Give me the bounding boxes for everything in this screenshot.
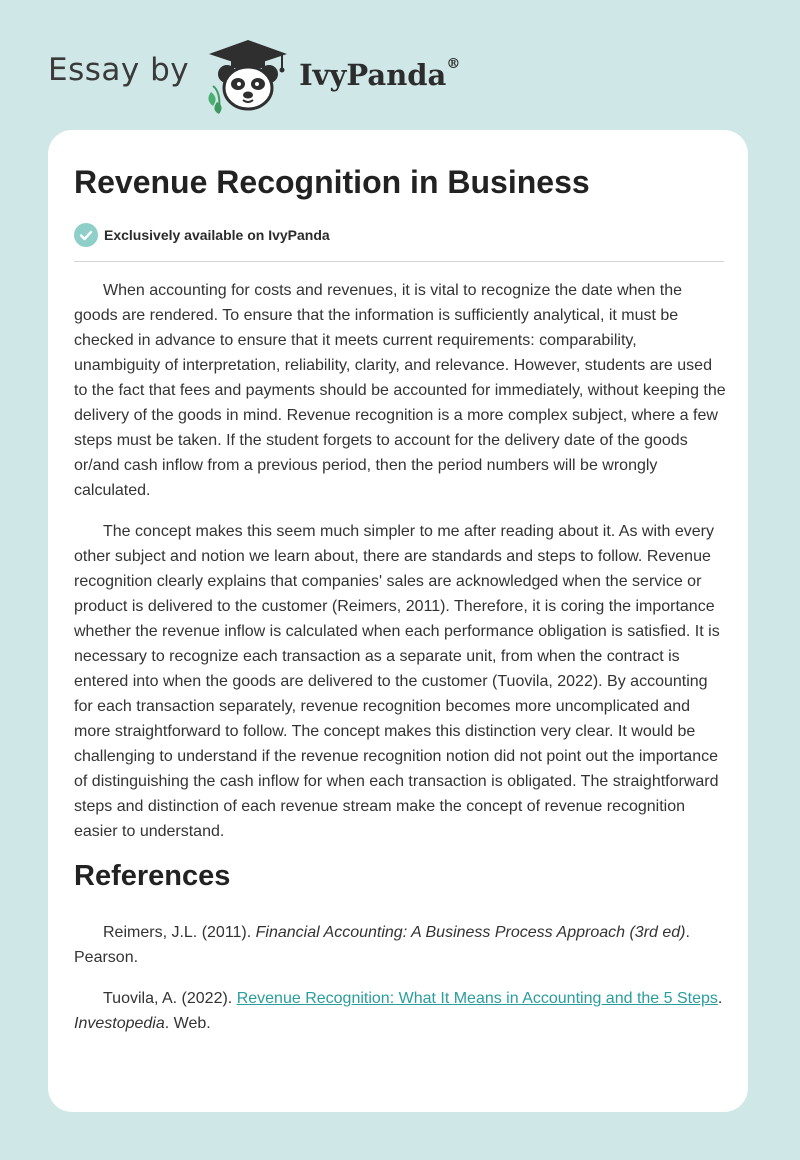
check-circle-icon: [74, 223, 98, 247]
panda-logo-icon[interactable]: [203, 34, 293, 114]
brand-name[interactable]: IvyPanda®: [299, 56, 461, 92]
page-title: Revenue Recognition in Business: [74, 164, 590, 200]
reference-item: Tuovila, A. (2022). Revenue Recognition: What It Means in Accounting and the 5 Steps. Investopedia. Web.: [74, 990, 723, 1032]
paragraph-2: The concept makes this seem much simpler to me after reading about it. As with every other subject and notion we learn about, there are standards and steps to follow. Revenue recognition clearly explains that companies' sales are acknowledged when the service or product is delivered to the customer (Reimers, 2011). Therefore, it is coring the importance whether the revenue inflow is calculated when each performance obligation is satisfied. It is necessary to recognize each transaction as a separate unit, from when the contract is entered into when the goods are delivered to the customer (Tuovila, 2022). By accounting for each transaction separately, revenue recognition becomes more uncomplicated and more straightforward to follow. The concept makes this distinction very clear. It would be challenging to understand if the revenue recognition notion did not point out the importance of distinguishing the cash inflow for when each transaction is obligated. The straightforward steps and distinction of each revenue stream make the concept of revenue recognition easier to understand.: [74, 523, 720, 840]
references-heading: References: [74, 860, 231, 892]
site-header: [48, 34, 460, 114]
exclusive-badge: [74, 223, 330, 247]
essay-card: [48, 130, 748, 1112]
reference-item: Reimers, J.L. (2011). Financial Accounting: A Business Process Approach (3rd ed). Pearson.: [74, 924, 690, 966]
paragraph-1: When accounting for costs and revenues, it is vital to recognize the date when the goods are rendered. To ensure that the information is sufficiently analytical, it must be checked in advance to ensure that it meets current requirements: comparability, unambiguity of interpretation, reliability, clarity, and relevance. However, students are used to the fact that fees and payments should be accounted for immediately, without keeping the delivery of the goods in mind. Revenue recognition is a more complex subject, where a few steps must be taken. If the student forgets to account for the delivery date of the goods or/and cash inflow from a previous period, then the period numbers will be wrongly calculated.: [74, 282, 726, 499]
reference-source: Investopedia: [74, 1015, 165, 1032]
essay-by-label: Essay by: [48, 52, 190, 88]
reference-link[interactable]: Revenue Recognition: What It Means in Accounting and the 5 Steps: [236, 990, 718, 1007]
exclusive-text: Exclusively available on IvyPanda: [104, 227, 330, 243]
reference-title: Financial Accounting: A Business Process Approach (3rd ed): [255, 924, 686, 941]
registered-mark: ®: [446, 56, 461, 72]
divider: [74, 261, 724, 262]
